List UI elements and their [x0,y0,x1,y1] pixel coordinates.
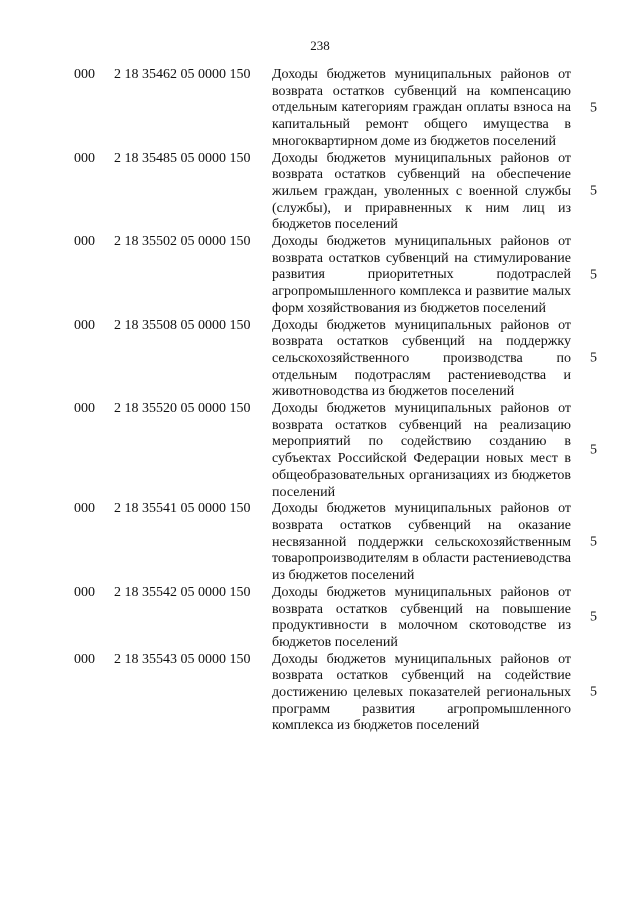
revenue-description: Доходы бюджетов муниципальных районов от возврата остатков субвенций на повышение продуктивности в молочном скотоводстве из бюджетов поселений [272,584,571,650]
admin-code: 000 [74,150,95,166]
distribution-norm: 5 [590,183,597,199]
table-row [0,318,640,402]
distribution-norm: 5 [590,534,597,550]
budget-classification-code: 2 18 35541 05 0000 150 [114,501,251,517]
admin-code: 000 [74,584,95,600]
distribution-norm: 5 [590,100,597,116]
table-row [0,151,640,235]
distribution-norm: 5 [590,609,597,625]
budget-classification-code: 2 18 35485 05 0000 150 [114,150,251,166]
revenue-description: Доходы бюджетов муниципальных районов от возврата остатков субвенций на обеспечение жильем граждан, уволенных с военной службы (службы), и приравненных к ним лиц из бюджетов поселений [272,150,571,233]
budget-classification-code: 2 18 35543 05 0000 150 [114,651,251,667]
budget-classification-code: 2 18 35542 05 0000 150 [114,584,251,600]
distribution-norm: 5 [590,442,597,458]
admin-code: 000 [74,317,95,333]
revenue-description: Доходы бюджетов муниципальных районов от возврата остатков субвенций на реализацию мероприятий по содействию созданию в субъектах Российской Федерации новых мест в общеобразовательных организациях из бюджетов поселений [272,401,571,500]
revenue-description: Доходы бюджетов муниципальных районов от возврата остатков субвенций на поддержку сельскохозяйственного производства по отдельным подотраслям растениеводства и животноводства из бюджетов поселений [272,317,571,400]
table-row [0,234,640,318]
budget-classification-code: 2 18 35520 05 0000 150 [114,401,251,417]
distribution-norm: 5 [590,350,597,366]
admin-code: 000 [74,234,95,250]
revenue-description: Доходы бюджетов муниципальных районов от возврата остатков субвенций на стимулирование развития приоритетных подотраслей агропромышленного комплекса и развитие малых форм хозяйствования из бюджетов поселений [272,234,571,316]
admin-code: 000 [74,501,95,517]
distribution-norm: 5 [590,685,597,701]
table-row [0,401,640,501]
revenue-description: Доходы бюджетов муниципальных районов от возврата остатков субвенций на компенсацию отдельным категориям граждан оплаты взноса на капитальный ремонт общего имущества в многоквартирном доме из бюджетов поселений [272,67,571,149]
revenue-codes-table [0,67,640,735]
admin-code: 000 [74,651,95,667]
admin-code: 000 [74,401,95,417]
table-row [0,501,640,585]
admin-code: 000 [74,67,95,82]
distribution-norm: 5 [590,267,597,283]
revenue-description: Доходы бюджетов муниципальных районов от возврата остатков субвенций на содействие достижению целевых показателей региональных программ развития агропромышленного комплекса из бюджетов поселений [272,651,571,734]
budget-classification-code: 2 18 35502 05 0000 150 [114,234,251,250]
budget-classification-code: 2 18 35508 05 0000 150 [114,317,251,333]
page-number: 238 [310,38,330,53]
table-row [0,652,640,736]
table-row [0,67,640,151]
table-row [0,585,640,652]
revenue-description: Доходы бюджетов муниципальных районов от возврата остатков субвенций на оказание несвязанной поддержки сельскохозяйственным товаропроизводителям в области растениеводства из бюджетов поселений [272,501,571,584]
budget-classification-code: 2 18 35462 05 0000 150 [114,67,251,82]
